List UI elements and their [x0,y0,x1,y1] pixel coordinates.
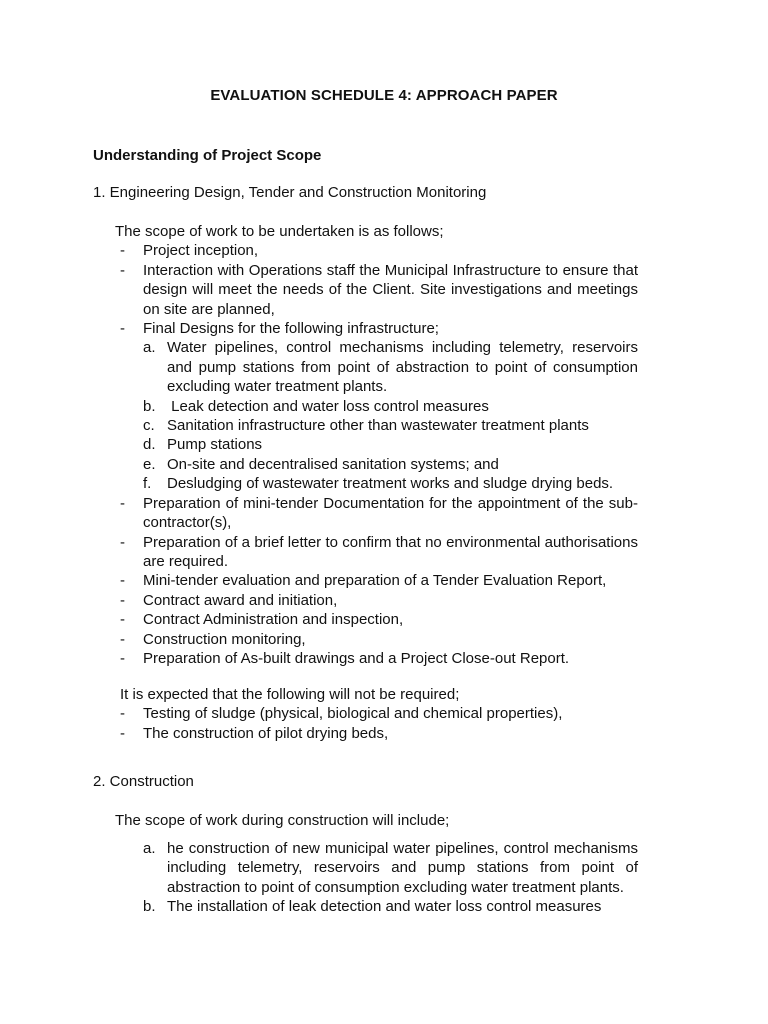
sub-item: b. Leak detection and water loss control measures [143,397,489,415]
sub-item: d. Pump stations [143,436,263,454]
scope-heading: Understanding of Project Scope [93,147,322,164]
not-required-block [93,685,638,743]
list-item: - Final Designs for the following infrastructure; [120,320,439,338]
list-item: - Testing of sludge (physical, biological and chemical properties), [120,705,563,723]
sub-item: a. he construction of new municipal water pipelines, control mechanisms including telemetry, reservoirs and pump stations from point of abstraction to point of consumption excluding water treatment plants. [143,840,638,896]
section-2-intro: The scope of work during construction will include; [115,812,450,829]
sub-item: b. The installation of leak detection and water loss control measures [143,898,602,916]
section-2-heading: 2. Construction [93,773,194,790]
section-2-intro-block [93,811,638,830]
sub-item: a. Water pipelines, control mechanisms including telemetry, reservoirs and pump stations from point of abstraction to point of consumption excluding water treatment plants. [143,339,638,396]
not-required-list [93,704,638,743]
bullet-list-b [93,494,638,669]
list-item: - Preparation of mini-tender Documentation for the appointment of the sub-contractor(s), [120,494,638,532]
sub-item: f. Desludging of wastewater treatment works and sludge drying beds. [143,475,614,493]
section-2 [93,772,638,791]
section-heading [93,146,638,165]
page-title: EVALUATION SCHEDULE 4: APPROACH PAPER [210,87,558,104]
sub-item: e. On-site and decentralised sanitation systems; and [143,455,499,473]
section-1 [93,183,638,202]
list-item: - Preparation of a brief letter to confirm that no environmental authorisations are required. [120,533,638,570]
list-item: - Interaction with Operations staff the Municipal Infrastructure to ensure that design will meet the needs of the Client. Site investigations and meetings on site are planned, [120,261,638,318]
list-item: - Project inception, [120,242,259,260]
sub-item-list [93,338,638,493]
section-1-heading: 1. Engineering Design, Tender and Construction Monitoring [93,184,487,201]
not-required-intro: It is expected that the following will not be required; [120,686,460,703]
sub-item: c. Sanitation infrastructure other than wastewater treatment plants [143,417,589,435]
list-item: - Mini-tender evaluation and preparation of a Tender Evaluation Report, [120,572,607,590]
section-1-intro: The scope of work to be undertaken is as follows; [115,223,444,240]
list-item: - Preparation of As-built drawings and a Project Close-out Report. [120,649,570,667]
list-item: - The construction of pilot drying beds, [120,724,389,742]
section-1-body [93,222,638,668]
list-item: - Contract Administration and inspection, [120,611,404,629]
list-item: - Construction monitoring, [120,630,306,648]
bullet-list-a [93,241,638,338]
list-item: - Contract award and initiation, [120,591,338,609]
section-2-list [93,839,638,917]
